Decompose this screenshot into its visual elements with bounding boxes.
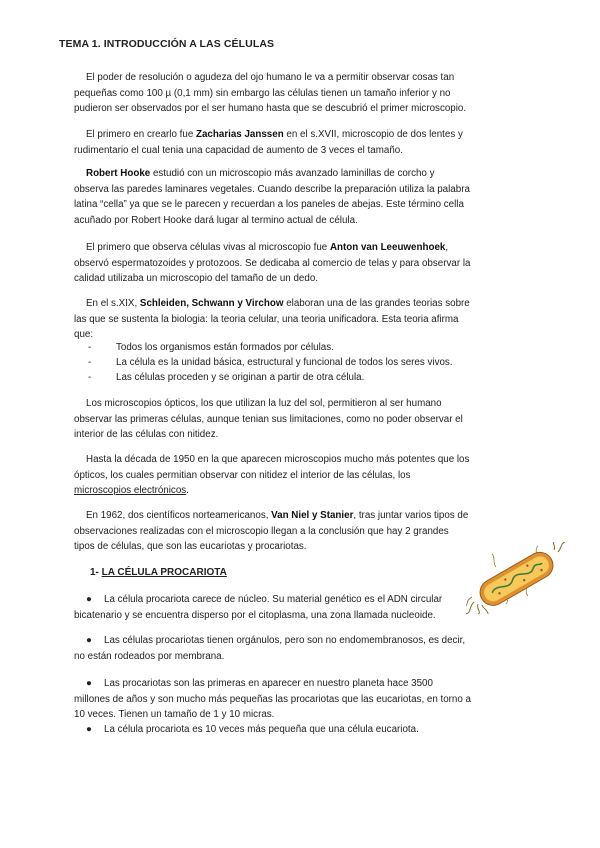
bullet-marker: ● (86, 635, 92, 646)
text-span: Las células procariotas tienen orgánulos, pero son no endomembranosos, es decir, (104, 635, 466, 646)
text-line: 10 veces. Tienen un tamaño de 1 y 10 micras. (74, 709, 275, 721)
text-line: ópticos, los cuales permitian observar con nitidez el interior de las células, los (74, 469, 411, 481)
list-item (88, 340, 334, 355)
paragraph-electron-microscopes (74, 452, 534, 499)
text-line: bicatenario y se encuentra disperso por el citoplasma, una zona llamada nucleoide. (74, 609, 436, 621)
section-label: LA CÉLULA PROCARIOTA (101, 567, 227, 578)
text-span: , tras juntar varios tipos de (353, 510, 469, 521)
text-line (74, 722, 534, 738)
text-line (74, 592, 534, 608)
bullet-nucleoid (74, 592, 534, 623)
text-line: tipos de células, que son las eucariotas y procariotas. (74, 541, 307, 553)
text-line: pequeñas como 100 µ (0,1 mm) sin embargo las células tienen un tamaño inferior y no (74, 87, 451, 99)
section-heading (90, 567, 227, 578)
text-line: rudimentario el cual tenia una capacidad de aumento de 3 veces el tamaño. (74, 144, 403, 156)
dash-marker: - (88, 342, 92, 353)
list-item-text: La célula es la unidad básica, estructural y funcional de todos los seres vivos. (116, 357, 453, 368)
paragraph-leeuwenhoek (74, 240, 534, 287)
bullet-size-comparison (74, 722, 534, 738)
text-span: En el s.XIX, (86, 298, 140, 309)
bullet-origin-size (74, 676, 534, 723)
text-line (74, 508, 534, 524)
text-line: no están rodeados por membrana. (74, 650, 225, 662)
text-span: . (186, 485, 189, 497)
text-line: El poder de resolución o agudeza del ojo humano le va a permitir observar cosas tan (86, 72, 455, 83)
bullet-marker: ● (86, 594, 92, 605)
list-item-text: Todos los organismos están formados por células. (116, 342, 334, 353)
paragraph-cell-theory (74, 296, 534, 343)
bullet-marker: ● (86, 678, 92, 689)
name-anton-van-leeuwenhoek: Anton van Leeuwenhoek (329, 242, 446, 253)
text-line (74, 166, 534, 182)
text-span: En 1962, dos científicos norteamericanos, (86, 510, 272, 521)
text-span: El primero en crearlo fue (86, 129, 196, 140)
text-line (74, 240, 534, 256)
paragraph-resolution (74, 70, 534, 117)
text-line (74, 483, 534, 499)
paragraph-van-niel-stanier (74, 508, 534, 555)
text-line: millones de años y son mucho más pequeñas las procariotas que las eucariotas, en torno a (74, 693, 472, 705)
text-line: observa las paredes laminares vegetales. Cuando describe la preparación utiliza la palabra (74, 183, 470, 195)
section-number: 1- (90, 567, 102, 578)
text-line (74, 127, 534, 143)
text-line: pudieron ser observados por el ser humano hasta que se descubrió el primer microscopio. (74, 103, 467, 115)
text-span: La célula procariota es 10 veces más pequeña que una célula eucariota. (104, 724, 419, 735)
list-item-text: Las células proceden y se originan a partir de otra célula. (116, 372, 365, 383)
bullet-organelles (74, 633, 534, 664)
bullet-marker: ● (86, 724, 92, 735)
text-line: Hasta la década de 1950 en la que aparecen microscopios mucho más potentes que los (86, 454, 470, 465)
text-line: observó espermatozoides y protozoos. Se dedicaba al comercio de telas y para observar la (74, 257, 471, 269)
text-span: El primero que observa células vivas al microscopio fue (86, 242, 330, 253)
text-line: observaciones realizadas con el microscopio llegan a la conclusión que hay 2 grandes (74, 525, 449, 537)
text-span: , (445, 242, 449, 253)
list-item (88, 370, 364, 385)
text-line: interior de las células con nitidez. (74, 429, 219, 441)
text-line: que: (74, 329, 94, 341)
text-span: estudió con un microscopio más avanzado laminillas de corcho y (150, 168, 435, 179)
text-line: latina “cella” ya que se le parecen y recuerdan a los paneles de abejas. Este término cella (74, 199, 464, 211)
text-span: en el s.XVII, microscopio de dos lentes y (283, 129, 463, 140)
paragraph-optical-microscopes (74, 396, 534, 443)
text-line: las que se sustenta la biologia: la teoria celular, una teoria unificadora. Esta teoria afirma (74, 313, 459, 325)
list-item (88, 355, 453, 370)
text-line: observar las primeras células, aunque tenian sus limitaciones, como no poder observar el (74, 413, 463, 425)
text-line: acuñado por Robert Hooke dará lugar al termino actual de célula. (74, 214, 358, 226)
term-electron-microscopes: microscopios electrónicos (74, 485, 187, 497)
text-span: elaboran una de las grandes teorias sobre (283, 298, 470, 309)
text-line: calidad utilizaba un microscopio del tamaño de un dedo. (74, 273, 318, 285)
name-schleiden-schwann-virchow: Schleiden, Schwann y Virchow (139, 298, 284, 309)
text-span: Las procariotas son las primeras en aparecer en nuestro planeta hace 3500 (104, 678, 433, 689)
text-line: Los microscopios ópticos, los que utilizan la luz del sol, permitieron al ser humano (86, 398, 442, 409)
name-van-niel-stanier: Van Niel y Stanier (271, 510, 354, 521)
name-zacharias-janssen: Zacharias Janssen (196, 129, 284, 140)
name-robert-hooke: Robert Hooke (86, 168, 151, 179)
text-line (74, 676, 534, 692)
text-line (74, 296, 534, 312)
paragraph-hooke (74, 166, 534, 228)
page-title: TEMA 1. INTRODUCCIÓN A LAS CÉLULAS (59, 38, 275, 50)
dash-marker: - (88, 372, 92, 383)
dash-marker: - (88, 357, 92, 368)
paragraph-janssen (74, 127, 534, 158)
text-span: La célula procariota carece de núcleo. Su material genético es el ADN circular (104, 594, 443, 605)
text-line (74, 633, 534, 649)
